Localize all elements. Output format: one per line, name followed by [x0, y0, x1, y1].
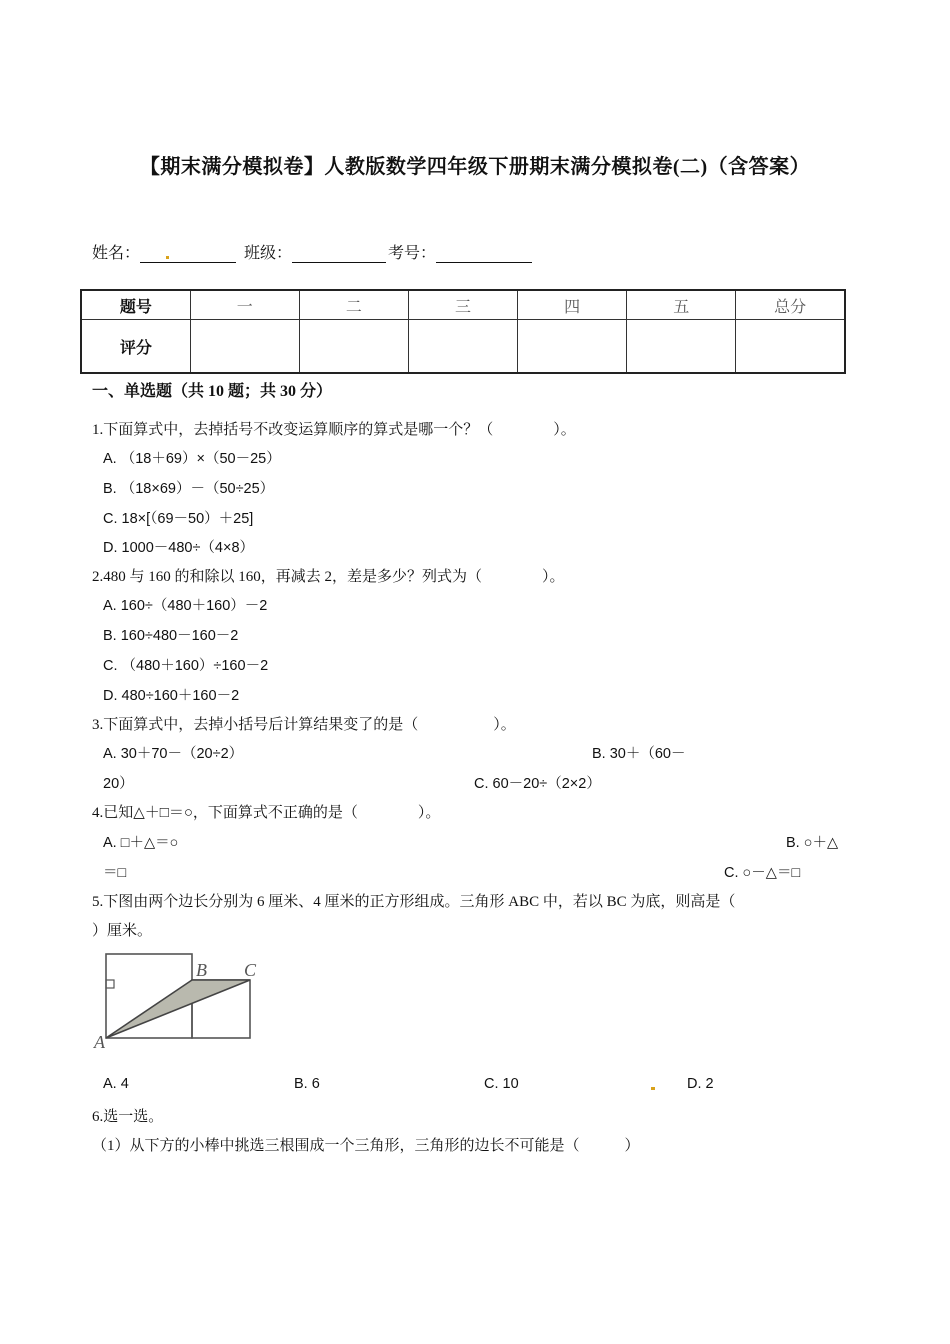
- question-5-option-c[interactable]: C. 10: [484, 1076, 519, 1092]
- question-1-option-b[interactable]: B. （18×69）－（50÷25）: [103, 481, 275, 497]
- score-cell-1[interactable]: [190, 320, 299, 374]
- score-row2-header: 评分: [81, 320, 190, 374]
- question-1-stem: 1.下面算式中，去掉括号不改变运算顺序的算式是哪一个？（ ）。: [92, 422, 576, 438]
- question-2-option-d[interactable]: D. 480÷160＋160－2: [103, 688, 240, 704]
- score-cell-total[interactable]: [736, 320, 845, 374]
- question-5-option-a[interactable]: A. 4: [103, 1076, 129, 1092]
- question-6-stem: 6.选一选。: [92, 1109, 164, 1125]
- class-blank[interactable]: [292, 244, 386, 263]
- question-5-option-d[interactable]: D. 2: [687, 1076, 714, 1092]
- triangle-abc: [106, 980, 250, 1038]
- question-2-option-b[interactable]: B. 160÷480－160－2: [103, 628, 239, 644]
- label-b: B: [196, 960, 207, 980]
- class-label: 班级：: [244, 245, 293, 262]
- question-4-option-c[interactable]: C. ○－△＝□: [724, 865, 801, 881]
- score-cell-4[interactable]: [518, 320, 627, 374]
- score-col-5: 五: [627, 290, 736, 320]
- score-cell-3[interactable]: [408, 320, 517, 374]
- question-1-option-c[interactable]: C. 18×[（69－50）＋25]: [103, 511, 254, 527]
- section-heading-1: 一、单选题（共 10 题；共 30 分）: [92, 383, 333, 400]
- score-col-total: 总分: [736, 290, 845, 320]
- score-table-header-row: [81, 290, 845, 320]
- exam-no-blank[interactable]: [436, 244, 532, 263]
- score-cell-2[interactable]: [299, 320, 408, 374]
- score-col-1: 一: [190, 290, 299, 320]
- question-4-stem: 4.已知△＋□＝○，下面算式不正确的是（ ）。: [92, 805, 441, 821]
- question-2-stem: 2.480 与 160 的和除以 160，再减去 2，差是多少？列式为（ ）。: [92, 569, 565, 585]
- question-3-option-b[interactable]: B. 30＋（60－: [592, 746, 686, 762]
- geometry-figure: [92, 950, 272, 1050]
- label-a: A: [94, 1032, 105, 1050]
- score-col-2: 二: [299, 290, 408, 320]
- question-5-stem-cont: ）厘米。: [92, 923, 153, 939]
- question-4-option-b[interactable]: B. ○＋△: [786, 835, 839, 851]
- score-table: [80, 289, 846, 374]
- highlight-mark: [166, 256, 169, 259]
- question-6-sub-1: （1）从下方的小棒中挑选三根围成一个三角形，三角形的边长不可能是（ ）: [92, 1138, 640, 1154]
- score-col-3: 三: [408, 290, 517, 320]
- question-1-option-d[interactable]: D. 1000－480÷（4×8）: [103, 540, 255, 556]
- highlight-mark: [651, 1087, 655, 1090]
- student-info-line: [92, 240, 534, 263]
- exam-no-label: 考号：: [388, 245, 437, 262]
- question-4-option-a[interactable]: A. □＋△＝○: [103, 835, 179, 851]
- score-table-score-row: [81, 320, 845, 374]
- question-2-option-c[interactable]: C. （480＋160）÷160－2: [103, 658, 269, 674]
- question-4-option-b-cont[interactable]: ＝□: [103, 865, 127, 881]
- question-5-stem: 5.下图由两个边长分别为 6 厘米、4 厘米的正方形组成。三角形 ABC 中，若以 BC 为底，则高是（: [92, 894, 736, 910]
- right-angle-mark: [106, 980, 114, 988]
- name-label: 姓名：: [92, 245, 141, 262]
- label-c: C: [244, 960, 257, 980]
- name-blank[interactable]: [140, 244, 236, 263]
- question-3-option-a[interactable]: A. 30＋70－（20÷2）: [103, 746, 244, 762]
- page-title: 【期末满分模拟卷】人教版数学四年级下册期末满分模拟卷(二)（含答案）: [139, 156, 811, 178]
- score-cell-5[interactable]: [627, 320, 736, 374]
- score-row1-header: 题号: [81, 290, 190, 320]
- question-3-stem: 3.下面算式中，去掉小括号后计算结果变了的是（ ）。: [92, 717, 516, 733]
- score-col-4: 四: [518, 290, 627, 320]
- question-5-option-b[interactable]: B. 6: [294, 1076, 320, 1092]
- question-3-option-b-cont[interactable]: 20）: [103, 776, 134, 792]
- question-3-option-c[interactable]: C. 60－20÷（2×2）: [474, 776, 601, 792]
- question-2-option-a[interactable]: A. 160÷（480＋160）－2: [103, 598, 268, 614]
- question-1-option-a[interactable]: A. （18＋69）×（50－25）: [103, 451, 281, 467]
